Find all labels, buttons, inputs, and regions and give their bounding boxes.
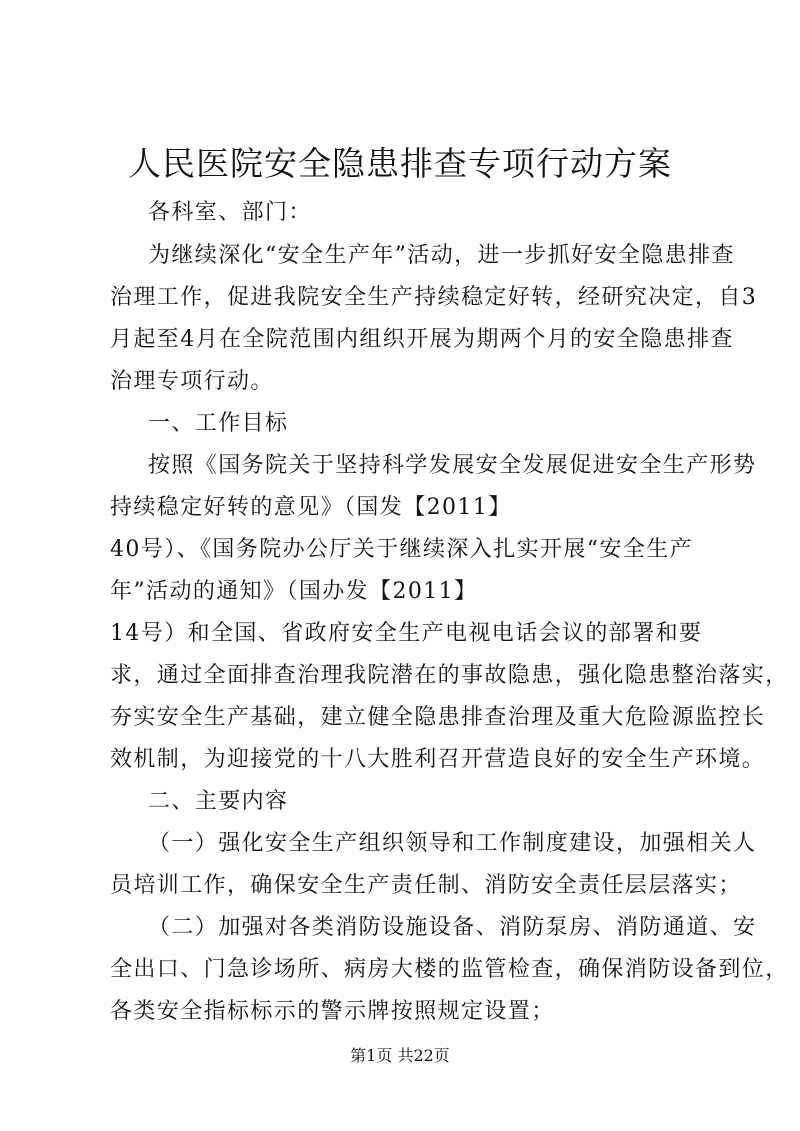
paragraph-line: 效机制，为迎接党的十八大胜利召开营造良好的安全生产环境。 (110, 747, 766, 772)
paragraph-line: 治理工作，促进我院安全生产持续稳定好转，经研究决定，自3 (110, 285, 758, 310)
section-heading: 一、工作目标 (148, 411, 289, 436)
paragraph-line: 求，通过全面排查治理我院潜在的事故隐患，强化隐患整治落实， (110, 663, 789, 688)
section-heading: 二、主要内容 (148, 789, 289, 814)
paragraph-line: 年”活动的通知》（国办发【2011】 (110, 579, 478, 604)
paragraph-line: （一）强化安全生产组织领导和工作制度建设，加强相关人 (148, 831, 757, 856)
paragraph-line: 14号）和全国、省政府安全生产电视电话会议的部署和要 (110, 621, 703, 646)
page-footer: 第1页 共22页 (350, 1046, 450, 1065)
paragraph-line: 治理专项行动。 (110, 369, 274, 394)
paragraph-line: 月起至4月在全院范围内组织开展为期两个月的安全隐患排查 (110, 327, 734, 352)
paragraph-line: 夯实安全生产基础，建立健全隐患排查治理及重大危险源监控长 (110, 705, 766, 730)
salutation: 各科室、部门： (148, 200, 312, 225)
paragraph-line: 全出口、门急诊场所、病房大楼的监管检查，确保消防设备到位， (110, 957, 789, 982)
paragraph-line: 按照《国务院关于坚持科学发展安全发展促进安全生产形势 (148, 453, 757, 478)
paragraph-line: 40号）、《国务院办公厅关于继续深入扎实开展“安全生产 (110, 537, 694, 562)
paragraph-line: 员培训工作，确保安全生产责任制、消防安全责任层层落实； (110, 873, 742, 898)
paragraph-line: 为继续深化“安全生产年”活动，进一步抓好安全隐患排查 (148, 243, 735, 268)
paragraph-line: 持续稳定好转的意见》（国发【2011】 (110, 495, 512, 520)
paragraph-line: 各类安全指标标示的警示牌按照规定设置； (110, 999, 555, 1024)
paragraph-line: （二）加强对各类消防设施设备、消防泵房、消防通道、安 (148, 915, 757, 940)
document-title: 人民医院安全隐患排查专项行动方案 (128, 144, 672, 183)
